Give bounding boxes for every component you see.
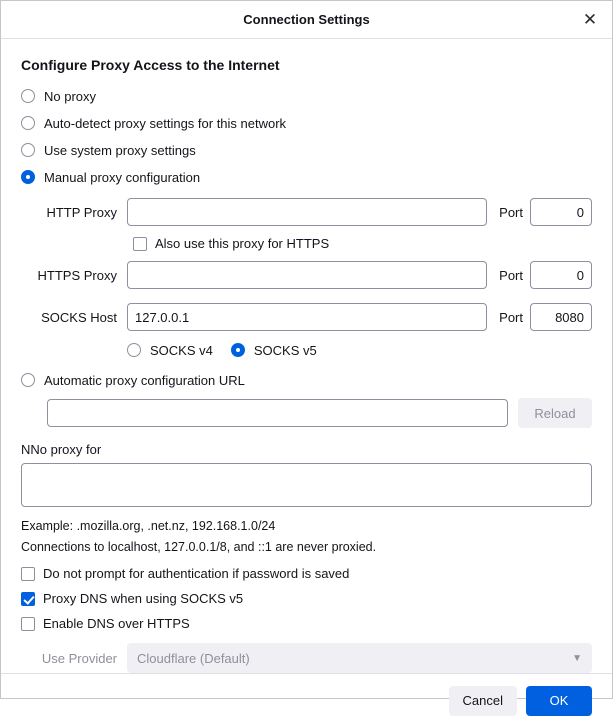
- https-proxy-row: [21, 261, 592, 289]
- https-proxy-input[interactable]: [127, 261, 487, 289]
- example-hint: Example: .mozilla.org, .net.nz, 192.168.1.0/24: [21, 519, 276, 533]
- option-label: Do not prompt for authentication if password is saved: [43, 566, 350, 581]
- localhost-hint: Connections to localhost, 127.0.0.1/8, and ::1 are never proxied.: [21, 540, 377, 554]
- http-proxy-input[interactable]: [127, 198, 487, 226]
- close-icon: ✕: [582, 10, 598, 29]
- checkbox-icon: [21, 567, 35, 581]
- provider-row: [21, 643, 592, 673]
- radio-icon: [21, 116, 35, 130]
- pac-url-input[interactable]: [47, 399, 508, 427]
- reload-button[interactable]: Reload: [518, 398, 592, 428]
- provider-value: Cloudflare (Default): [137, 650, 250, 666]
- radio-label: Auto-detect proxy settings for this network: [44, 115, 287, 131]
- option-enable-doh[interactable]: [21, 616, 592, 631]
- checkbox-icon: [133, 237, 147, 251]
- dialog-title: Connection Settings: [243, 12, 370, 27]
- socks-port-input[interactable]: [530, 303, 592, 331]
- option-label: Proxy DNS when using SOCKS v5: [43, 591, 244, 606]
- titlebar: [1, 1, 612, 39]
- socks-host-row: [21, 303, 592, 331]
- radio-no-proxy[interactable]: [21, 87, 592, 105]
- radio-pac-url[interactable]: [21, 371, 592, 389]
- also-use-https-row[interactable]: [133, 236, 592, 251]
- radio-socks-v4[interactable]: [127, 341, 213, 359]
- option-label: Enable DNS over HTTPS: [43, 616, 190, 631]
- socks-port-label: Port: [499, 309, 523, 325]
- radio-system-proxy[interactable]: [21, 141, 592, 159]
- radio-socks-v5[interactable]: [231, 341, 317, 359]
- socks-host-input[interactable]: [127, 303, 487, 331]
- section-title: Configure Proxy Access to the Internet: [21, 57, 280, 73]
- radio-icon: [231, 343, 245, 357]
- dialog-content: [1, 39, 612, 673]
- radio-label: Manual proxy configuration: [44, 169, 201, 185]
- also-use-https-label: Also use this proxy for HTTPS: [155, 236, 330, 251]
- provider-dropdown[interactable]: [127, 643, 592, 673]
- radio-icon: [21, 89, 35, 103]
- radio-label: SOCKS v4: [150, 342, 213, 358]
- radio-icon: [127, 343, 141, 357]
- socks-version-group: [127, 341, 592, 359]
- chevron-down-icon: ▼: [572, 652, 582, 664]
- no-proxy-label: NNo proxy for: [21, 442, 102, 457]
- radio-manual-proxy[interactable]: [21, 168, 592, 186]
- radio-label: Use system proxy settings: [44, 142, 196, 158]
- checkbox-icon: [21, 617, 35, 631]
- radio-icon: [21, 143, 35, 157]
- close-button[interactable]: [576, 6, 604, 34]
- pac-url-row: [47, 398, 592, 428]
- radio-label: No proxy: [44, 88, 97, 104]
- radio-auto-detect[interactable]: [21, 114, 592, 132]
- https-proxy-label: HTTPS Proxy: [37, 267, 117, 283]
- http-port-input[interactable]: [530, 198, 592, 226]
- socks-host-label: SOCKS Host: [41, 309, 117, 325]
- dialog-footer: [1, 673, 612, 727]
- https-port-label: Port: [499, 267, 523, 283]
- radio-icon: [21, 170, 35, 184]
- https-port-input[interactable]: [530, 261, 592, 289]
- cancel-button[interactable]: Cancel: [449, 686, 517, 716]
- option-proxy-dns-socks5[interactable]: [21, 591, 592, 606]
- http-proxy-row: [21, 198, 592, 226]
- checkbox-icon: [21, 592, 35, 606]
- ok-button[interactable]: OK: [526, 686, 592, 716]
- http-port-label: Port: [499, 204, 523, 220]
- http-proxy-label: HTTP Proxy: [46, 204, 117, 220]
- radio-label: Automatic proxy configuration URL: [44, 372, 245, 388]
- radio-icon: [21, 373, 35, 387]
- no-proxy-textarea[interactable]: [21, 463, 592, 507]
- radio-label: SOCKS v5: [253, 342, 317, 358]
- option-do-not-prompt-auth[interactable]: [21, 566, 592, 581]
- provider-label: Use Provider: [41, 650, 117, 666]
